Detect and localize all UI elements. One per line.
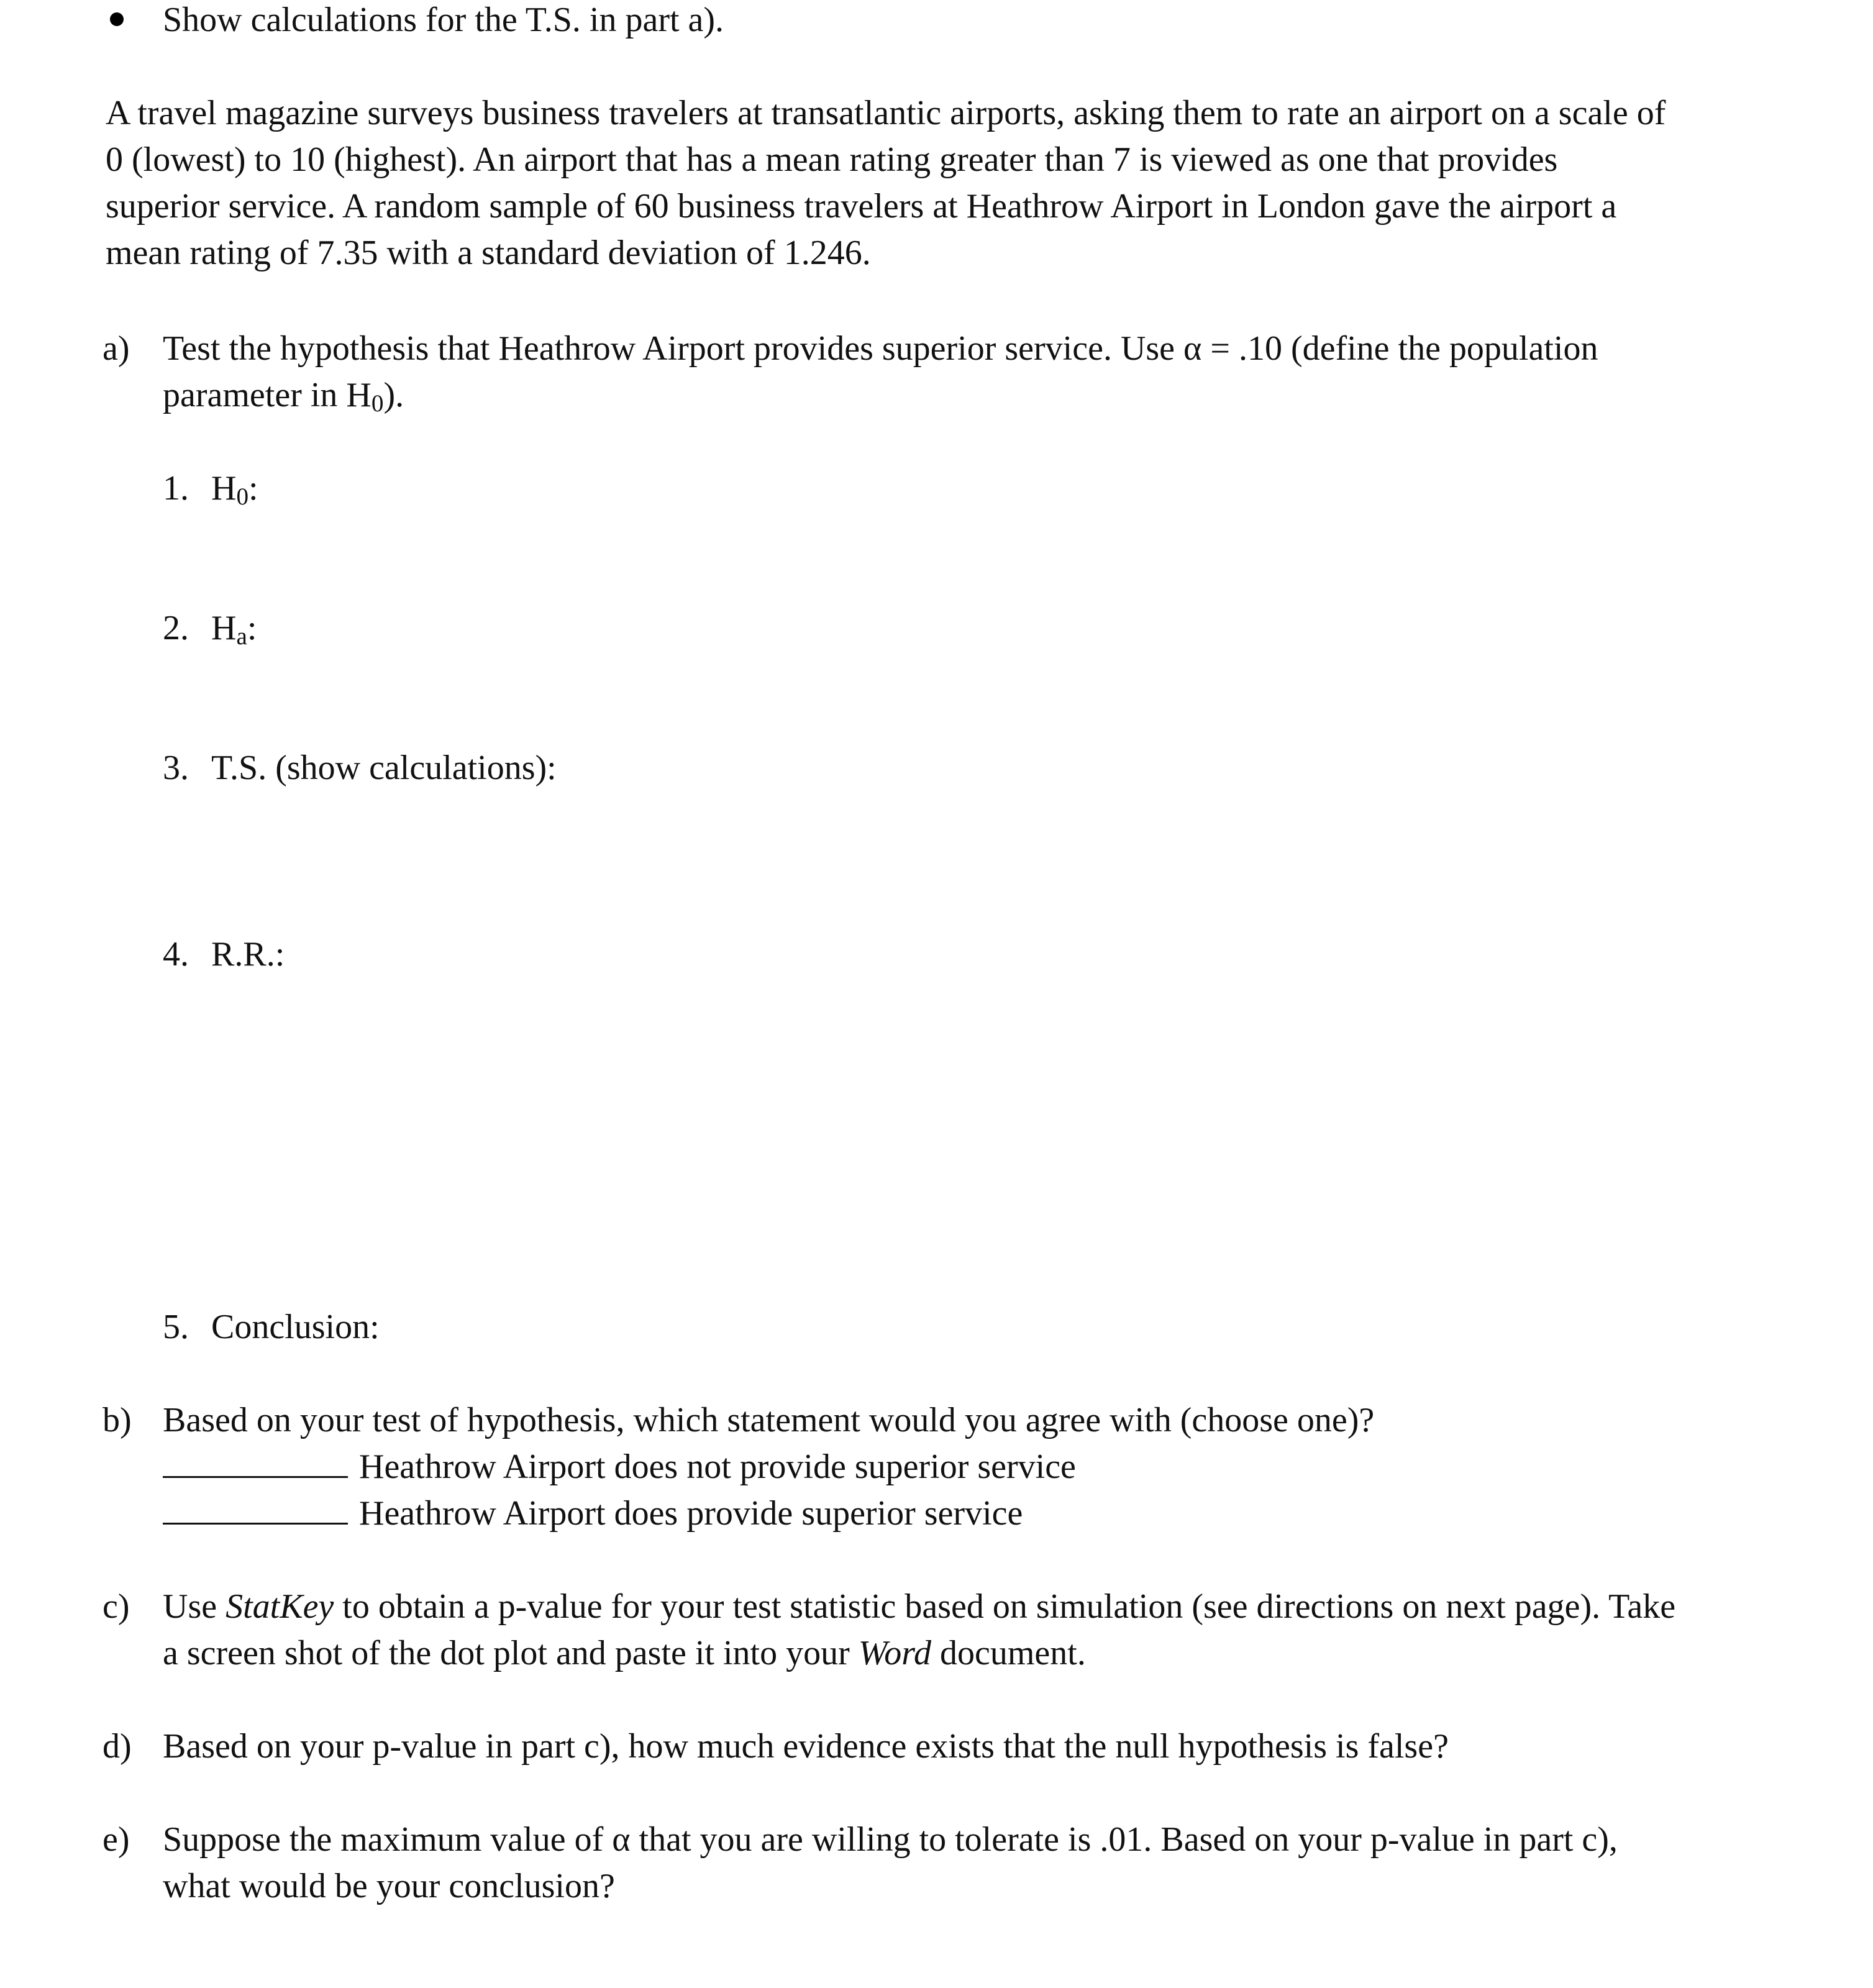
bullet-instruction	[163, 0, 724, 43]
intro-line: A travel magazine surveys business travelers at transatlantic airports, asking them to rate an airport on a scale of	[106, 94, 1666, 132]
part-a-line1: Test the hypothesis that Heathrow Airport provides superior service. Use α = .10 (define the population	[163, 329, 1598, 368]
part-e-line2: what would be your conclusion?	[163, 1867, 615, 1905]
part-c-line1: Use StatKey to obtain a p-value for your test statistic based on simulation (see directions on next page). Take	[163, 1587, 1676, 1626]
part-a-line2: parameter in H0).	[163, 376, 404, 417]
bullet-instruction-text: Show calculations for the T.S. in part a).	[163, 1, 724, 39]
bullet-icon	[110, 12, 124, 26]
step-ts-number: 3.	[163, 749, 189, 787]
intro-paragraph	[106, 90, 1666, 276]
part-b-question-text: Based on your test of hypothesis, which statement would you agree with (choose one)?	[163, 1401, 1375, 1439]
step-conclusion	[163, 1305, 380, 1350]
step-h0-number: 1.	[163, 469, 189, 508]
answer-blank[interactable]	[163, 1494, 348, 1525]
part-c-question	[0, 1584, 1873, 1677]
step-h0-label: H0:	[211, 469, 258, 510]
part-b-option-label: Heathrow Airport does not provide superior service	[359, 1448, 1076, 1486]
intro-line: mean rating of 7.35 with a standard deviation of 1.246.	[106, 234, 871, 272]
intro-line: 0 (lowest) to 10 (highest). An airport that has a mean rating greater than 7 is viewed as one that provides	[106, 140, 1558, 179]
step-ha-label: Ha:	[211, 609, 257, 650]
part-d-marker: d)	[103, 1727, 132, 1766]
part-b-option-label: Heathrow Airport does provide superior service	[359, 1494, 1023, 1533]
answer-blank[interactable]	[163, 1448, 348, 1478]
step-ts-label: T.S. (show calculations):	[211, 749, 557, 787]
step-rr-number: 4.	[163, 935, 189, 973]
step-h0	[163, 466, 258, 511]
part-b-marker: b)	[103, 1401, 132, 1439]
part-c-marker: c)	[103, 1587, 130, 1626]
step-ts	[163, 746, 557, 791]
part-e-line1: Suppose the maximum value of α that you are willing to tolerate is .01. Based on your p-value in part c),	[163, 1820, 1618, 1859]
part-d-text: Based on your p-value in part c), how much evidence exists that the null hypothesis is false?	[163, 1727, 1449, 1766]
step-ha-number: 2.	[163, 609, 189, 647]
step-rr-label: R.R.:	[211, 935, 285, 973]
statkey-name: StatKey	[226, 1587, 334, 1626]
part-b-option[interactable]	[163, 1491, 1023, 1536]
part-b-option[interactable]	[163, 1444, 1076, 1490]
step-conclusion-label: Conclusion:	[211, 1308, 380, 1346]
part-d-question	[0, 1724, 1873, 1774]
step-rr	[163, 932, 285, 977]
part-a-question	[0, 326, 1873, 419]
part-a-marker: a)	[103, 329, 130, 368]
step-conclusion-number: 5.	[163, 1308, 189, 1346]
step-ha	[163, 606, 257, 651]
intro-line: superior service. A random sample of 60 business travelers at Heathrow Airport in London gave the airport a	[106, 187, 1617, 226]
part-e-marker: e)	[103, 1820, 130, 1859]
word-name: Word	[858, 1634, 931, 1672]
part-e-question	[0, 1817, 1873, 1910]
part-c-line2: a screen shot of the dot plot and paste it into your Word document.	[163, 1634, 1086, 1672]
part-b-question	[0, 1398, 1873, 1541]
